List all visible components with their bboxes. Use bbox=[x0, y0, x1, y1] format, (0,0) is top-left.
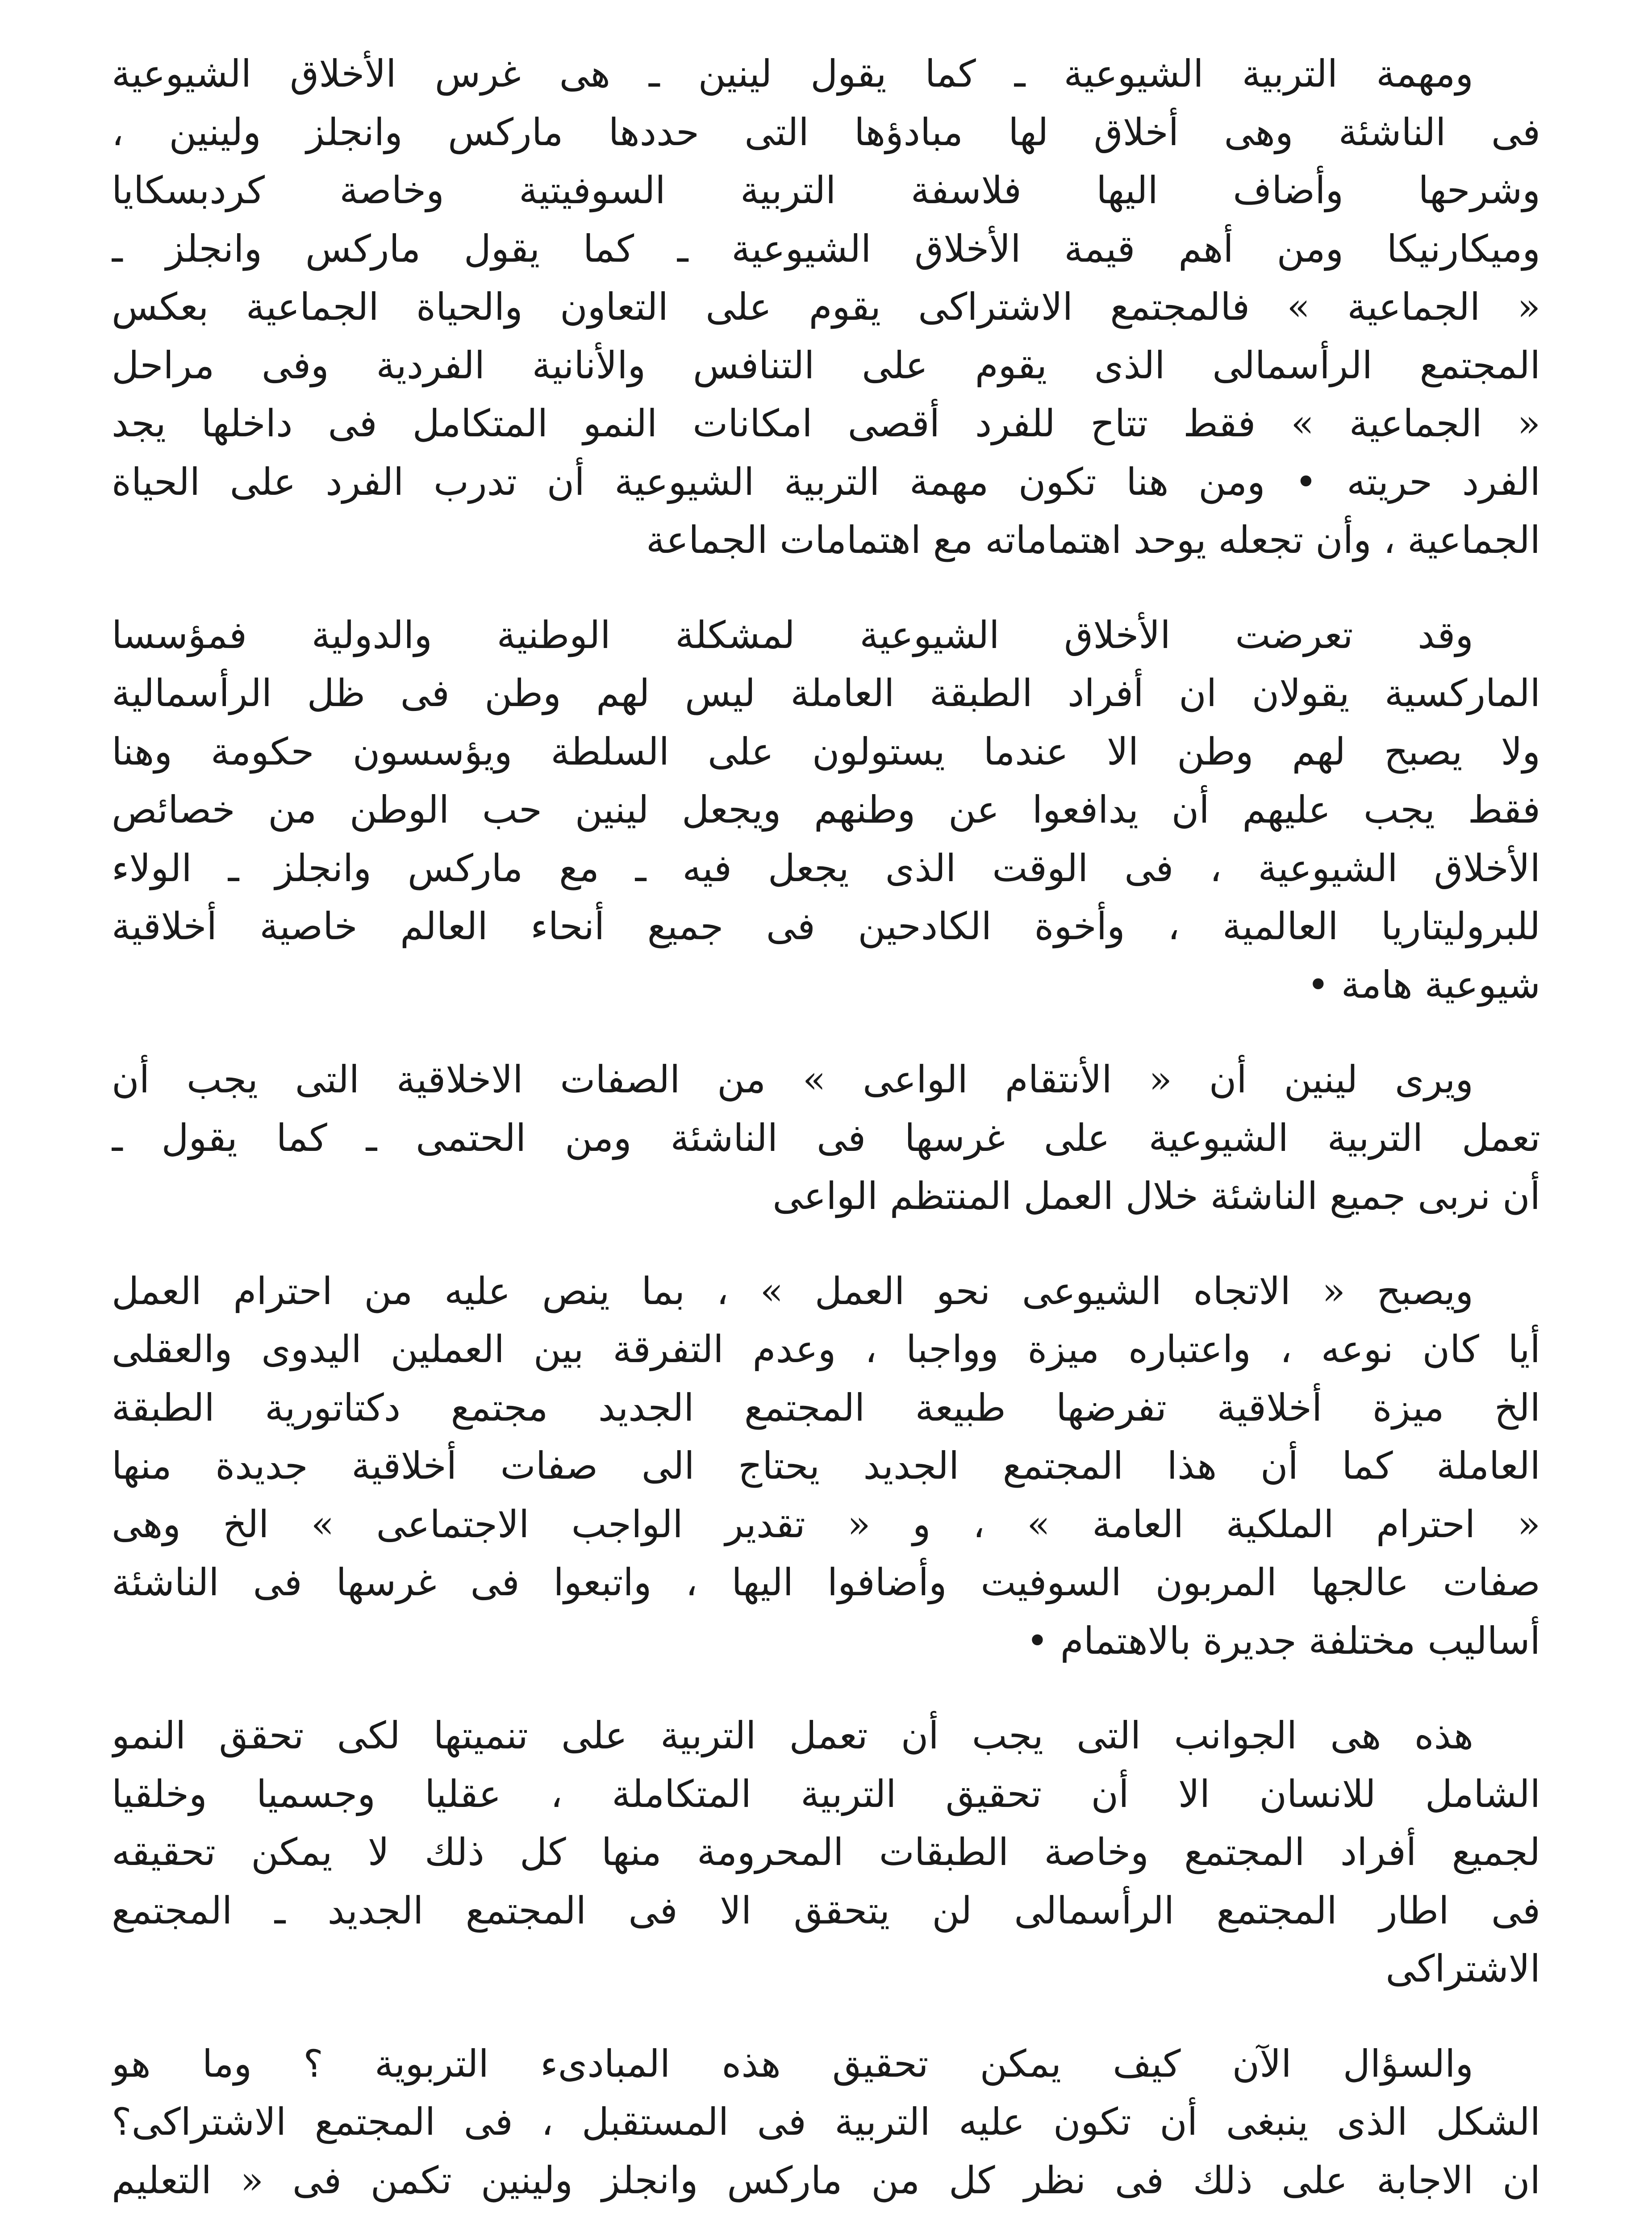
text-line: أن نربى جميع الناشئة خلال العمل المنتظم الواعى bbox=[772, 1174, 1540, 1218]
text-line: وشرحها وأضاف اليها فلاسفة التربية السوفيتية وخاصة كردبسكايا bbox=[112, 168, 1540, 212]
text-line: « احترام الملكية العامة » ، و « تقدير الواجب الاجتماعى » الخ وهى bbox=[112, 1502, 1540, 1546]
text-line: وقد تعرضت الأخلاق الشيوعية لمشكلة الوطنية والدولية فمؤسسا bbox=[112, 613, 1473, 657]
text-line: هذه هى الجوانب التى يجب أن تعمل التربية على تنميتها لكى تحقق النمو bbox=[112, 1714, 1473, 1757]
text-line: فى اطار المجتمع الرأسمالى لن يتحقق الا فى المجتمع الجديد ـ المجتمع bbox=[112, 1888, 1540, 1932]
text-line: « الجماعية » فقط تتاح للفرد أقصى امكانات النمو المتكامل فى داخلها يجد bbox=[112, 401, 1540, 445]
text-line: والسؤال الآن كيف يمكن تحقيق هذه المبادىء التربوية ؟ وما هو bbox=[112, 2041, 1473, 2086]
text-line: ولا يصبح لهم وطن الا عندما يستولون على السلطة ويؤسسون حكومة وهنا bbox=[112, 729, 1540, 774]
body-text bbox=[112, 45, 1540, 2233]
paragraph-comprehensive-development bbox=[112, 1706, 1540, 1998]
text-line: الجماعية ، وأن تجعله يوحد اهتماماته مع اهتمامات الجماعة bbox=[646, 518, 1540, 562]
text-line: الفرد حريته • ومن هنا تكون مهمة التربية الشيوعية أن تدرب الفرد على الحياة bbox=[112, 460, 1540, 504]
text-line: أساليب مختلفة جديرة بالاهتمام • bbox=[1026, 1618, 1540, 1663]
text-line: ان الاجابة على ذلك فى نظر كل من ماركس وانجلز ولينين تكمن فى « التعليم bbox=[112, 2158, 1540, 2202]
paragraph-conscious-discipline bbox=[112, 1050, 1540, 1225]
text-line: الخ ميزة أخلاقية تفرضها طبيعة المجتمع الجديد مجتمع دكتاتورية الطبقة bbox=[112, 1385, 1540, 1430]
text-line: الاشتراكى bbox=[1385, 1947, 1540, 1990]
text-line: الشكل الذى ينبغى أن تكون عليه التربية فى المستقبل ، فى المجتمع الاشتراكى؟ bbox=[112, 2100, 1540, 2144]
text-line: وميكارنيكا ومن أهم قيمة الأخلاق الشيوعية ـ كما يقول ماركس وانجلز ـ bbox=[112, 226, 1540, 271]
text-line: الشامل للانسان الا أن تحقيق التربية المتكاملة ، عقليا وجسميا وخلقيا bbox=[112, 1772, 1540, 1816]
text-line: لجميع أفراد المجتمع وخاصة الطبقات المحرومة منها كل ذلك لا يمكن تحقيقه bbox=[112, 1830, 1540, 1874]
paragraph-question bbox=[112, 2035, 1540, 2210]
text-line: فى الناشئة وهى أخلاق لها مبادؤها التى حددها ماركس وانجلز ولينين ، bbox=[112, 110, 1540, 154]
text-line: الأخلاق الشيوعية ، فى الوقت الذى يجعل فيه ـ مع ماركس وانجلز ـ الولاء bbox=[112, 846, 1540, 890]
text-line: « الجماعية » فالمجتمع الاشتراكى يقوم على التعاون والحياة الجماعية بعكس bbox=[112, 285, 1540, 329]
text-line: شيوعية هامة • bbox=[1307, 962, 1540, 1007]
text-line: ومهمة التربية الشيوعية ـ كما يقول لينين ـ هى غرس الأخلاق الشيوعية bbox=[112, 52, 1473, 96]
text-line: المجتمع الرأسمالى الذى يقوم على التنافس والأنانية الفردية وفى مراحل bbox=[112, 343, 1540, 387]
text-line: صفات عالجها المربون السوفيت وأضافوا اليها ، واتبعوا فى غرسها فى الناشئة bbox=[112, 1560, 1540, 1604]
text-line: ويرى لينين أن « الأنتقام الواعى » من الصفات الاخلاقية التى يجب أن bbox=[112, 1058, 1473, 1101]
paragraph-communist-education bbox=[112, 45, 1540, 569]
paragraph-patriotism bbox=[112, 606, 1540, 1014]
text-line: فقط يجب عليهم أن يدافعوا عن وطنهم ويجعل لينين حب الوطن من خصائص bbox=[112, 788, 1540, 832]
paragraph-attitude-to-work bbox=[112, 1262, 1540, 1670]
text-line: أيا كان نوعه ، واعتباره ميزة وواجبا ، وعدم التفرقة بين العملين اليدوى والعقلى bbox=[112, 1327, 1540, 1371]
text-line: للبروليتاريا العالمية ، وأخوة الكادحين فى جميع أنحاء العالم خاصية أخلاقية bbox=[112, 904, 1540, 948]
text-line: الماركسية يقولان ان أفراد الطبقة العاملة ليس لهم وطن فى ظل الرأسمالية bbox=[112, 671, 1540, 715]
text-line: ويصبح « الاتجاه الشيوعى نحو العمل » ، بما ينص عليه من احترام العمل bbox=[112, 1269, 1473, 1313]
text-line: العاملة كما أن هذا المجتمع الجديد يحتاج الى صفات أخلاقية جديدة منها bbox=[112, 1444, 1540, 1488]
text-line: تعمل التربية الشيوعية على غرسها فى الناشئة ومن الحتمى ـ كما يقول ـ bbox=[112, 1116, 1540, 1160]
